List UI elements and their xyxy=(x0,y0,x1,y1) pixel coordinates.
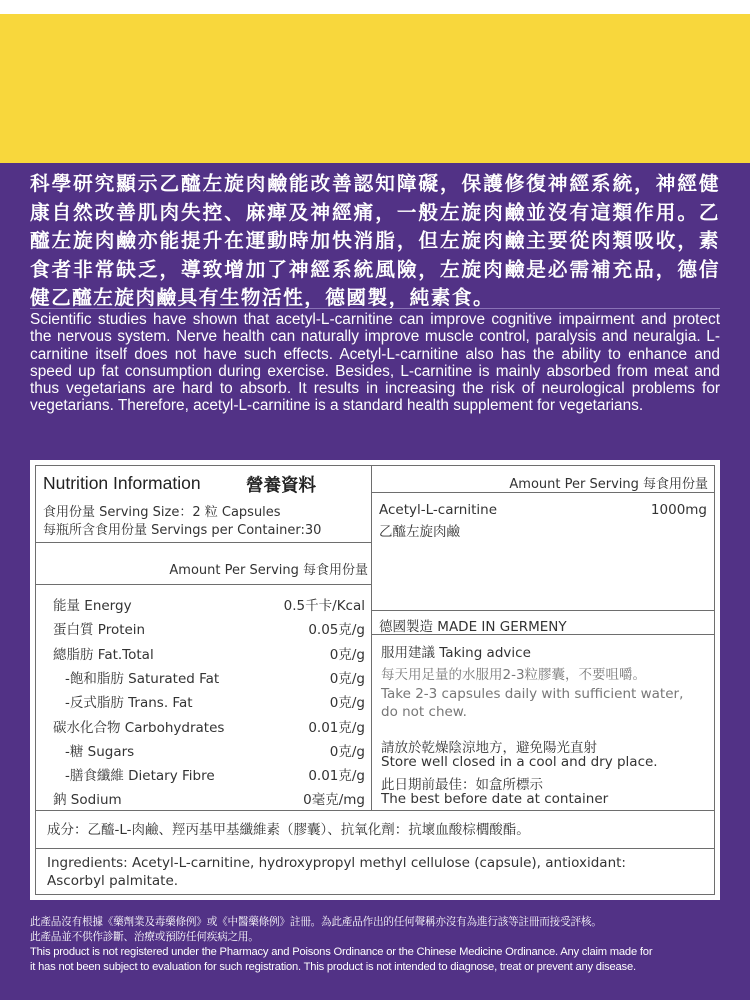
yellow-banner xyxy=(0,0,750,163)
disclaimer-en-2: it has not been subject to evaluation for such registration. This product is not intended to diagnose, treat or prevent any disease. xyxy=(30,961,636,973)
label-panel xyxy=(30,460,720,900)
nutrient-name: -膳食纖維 Dietary Fibre xyxy=(65,768,215,785)
nutrition-title-en: Nutrition Information xyxy=(43,473,201,493)
nutrient-name: -反式脂肪 Trans. Fat xyxy=(65,695,193,712)
active-name-zh: 乙醯左旋肉鹼 xyxy=(379,524,460,540)
nutrient-value: 0.5千卡/Kcal xyxy=(283,598,365,614)
active-amount: 1000mg xyxy=(650,502,707,518)
made-in-germany: 德國製造 MADE IN GERMENY xyxy=(379,619,567,635)
servings-per-container: 每瓶所含食用份量 Servings per Container:30 xyxy=(43,523,322,538)
intro-chinese: 科學研究顯示乙醯左旋肉鹼能改善認知障礙，保護修復神經系統，神經健康自然改善肌肉失控、麻痺及神經痛，一般左旋肉鹼並沒有這類作用。乙醯左旋肉鹼亦能提升在運動時加快消脂，但左旋肉鹼主要從肉類吸收，素食者非常缺乏，導致增加了神經系統風險，左旋肉鹼是必需補充品，德信健乙醯左旋肉鹼具有生物活性，德國製，純素食。 xyxy=(30,172,720,310)
advice-en-2: do not chew. xyxy=(381,704,467,720)
nutrient-value: 0克/g xyxy=(329,695,365,712)
disclaimer-zh-1: 此產品沒有根據《藥劑業及毒藥條例》或《中醫藥條例》註冊。為此產品作出的任何聲稱亦沒有為進行該等註冊而接受評核。 xyxy=(30,916,602,928)
active-amount-header: Amount Per Serving 每食用份量 xyxy=(509,477,708,492)
ingredients-en-1: Ingredients: Acetyl-L-carnitine, hydroxypropyl methyl cellulose (capsule), antioxidant: xyxy=(47,855,626,871)
nutrient-name: 蛋白質 Protein xyxy=(53,622,146,639)
ingredients-en-2: Ascorbyl palmitate. xyxy=(47,873,179,889)
nutrient-name: 碳水化合物 Carbohydrates xyxy=(53,719,225,736)
nutrition-title-zh: 營養資料 xyxy=(246,476,316,496)
storage-en: Store well closed in a cool and dry place. xyxy=(381,754,658,770)
ingredients-zh: 成分：乙醯-L-肉鹼、羥丙基甲基纖維素（膠囊）、抗氧化劑：抗壞血酸棕櫚酸酯。 xyxy=(47,822,530,838)
nutrient-value: 0.01克/g xyxy=(308,768,365,785)
nutrition-amount-header: Amount Per Serving 每食用份量 xyxy=(169,563,368,578)
nutrient-value: 0.05克/g xyxy=(308,622,365,639)
nutrient-value: 0克/g xyxy=(329,670,365,687)
advice-zh: 每天用足量的水服用2-3粒膠囊，不要咀嚼。 xyxy=(381,667,647,683)
nutrient-name: 鈉 Sodium xyxy=(53,792,122,809)
nutrient-name: 能量 Energy xyxy=(53,598,132,614)
advice-en-1: Take 2-3 capsules daily with sufficient water, xyxy=(381,686,684,702)
nutrient-value: 0克/g xyxy=(329,743,365,760)
nutrient-value: 0.01克/g xyxy=(308,719,365,736)
intro-english: Scientific studies have shown that acetyl-L-carnitine can improve cognitive impairment and protect the nervous system. Nerve health can naturally improve muscle control, paralysis and neuralgia. L-carnitine itself does not have such effects. Acetyl-L-carnitine also has the ability to enhance and speed up fat consumption during exercise. Besides, L-carnitine is mainly absorbed from meat and thus vegetarians are hard to absorb. It results in increasing the risk of neurological problems for vegetarians. Therefore, acetyl-L-carnitine is a standard health supplement for vegetarians. xyxy=(30,308,720,415)
nutrient-name: -糖 Sugars xyxy=(65,743,135,760)
nutrient-value: 0毫克/mg xyxy=(303,792,365,809)
storage-zh: 請放於乾燥陰涼地方，避免陽光直射 xyxy=(381,740,597,756)
disclaimer xyxy=(30,915,730,975)
nutrient-name: 總脂肪 Fat.Total xyxy=(53,646,154,663)
best-before-zh: 此日期前最佳：如盒所標示 xyxy=(381,777,543,793)
advice-title: 服用建議 Taking advice xyxy=(381,645,531,661)
serving-size: 食用份量 Serving Size：2 粒 Capsules xyxy=(43,505,281,520)
nutrient-name: -飽和脂肪 Saturated Fat xyxy=(65,670,220,687)
disclaimer-zh-2: 此產品並不供作診斷、治療或預防任何疾病之用。 xyxy=(30,931,259,943)
nutrient-value: 0克/g xyxy=(329,646,365,663)
top-white-strip xyxy=(0,0,750,14)
active-name-en: Acetyl-L-carnitine xyxy=(379,502,498,518)
disclaimer-en-1: This product is not registered under the Pharmacy and Poisons Ordinance or the Chinese Medicine Ordinance. Any claim made for xyxy=(30,946,653,958)
best-before-en: The best before date at container xyxy=(381,791,609,807)
